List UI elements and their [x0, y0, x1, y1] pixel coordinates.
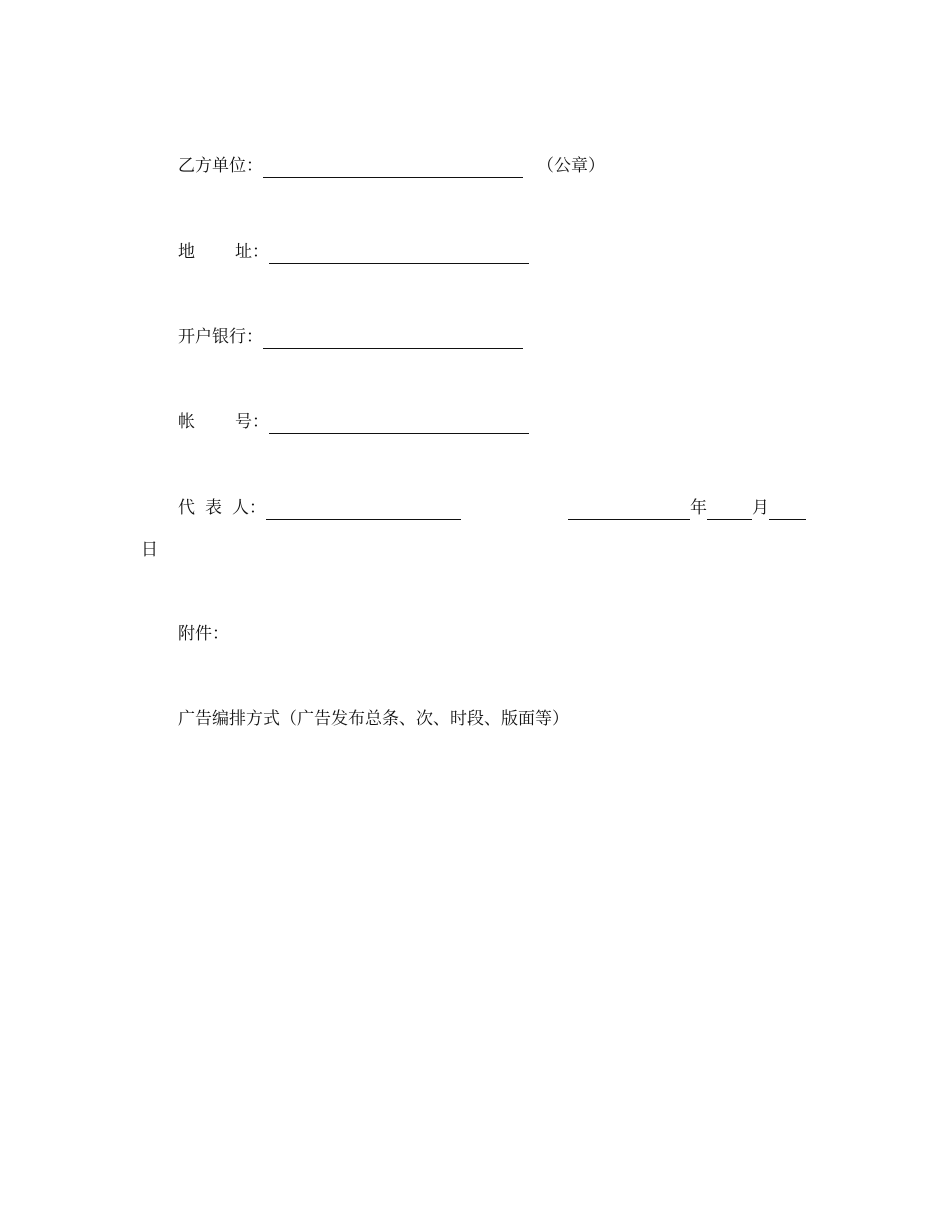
month-label: 月: [752, 498, 769, 518]
rep-label-third: 人：: [232, 498, 266, 518]
rep-label-first: 代: [178, 498, 195, 518]
representative-blank[interactable]: [266, 499, 461, 520]
party-b-unit-blank[interactable]: [263, 157, 523, 178]
party-b-unit-row: [178, 154, 605, 178]
address-label-first: 地: [178, 242, 195, 262]
address-row: [178, 240, 529, 264]
bank-row: [178, 325, 523, 349]
address-blank[interactable]: [269, 243, 529, 264]
month-blank[interactable]: [707, 499, 752, 520]
bank-blank[interactable]: [263, 328, 523, 349]
account-row: [178, 410, 529, 434]
seal-note: （公章）: [537, 156, 605, 176]
year-label: 年: [690, 498, 707, 518]
account-blank[interactable]: [269, 413, 529, 434]
rep-label-second: 表: [205, 498, 222, 518]
bank-label: 开户银行：: [178, 327, 263, 347]
attachment-description: 广告编排方式（广告发布总条、次、时段、版面等）: [178, 709, 569, 729]
account-label-second: 号：: [235, 412, 269, 432]
attachment-label: 附件：: [178, 624, 229, 644]
address-label-second: 址：: [235, 242, 269, 262]
day-label: 日: [141, 540, 158, 560]
party-b-unit-label: 乙方单位：: [178, 156, 263, 176]
year-blank[interactable]: [568, 499, 690, 520]
date-row: [568, 496, 806, 520]
account-label-first: 帐: [178, 412, 195, 432]
day-blank[interactable]: [769, 499, 806, 520]
